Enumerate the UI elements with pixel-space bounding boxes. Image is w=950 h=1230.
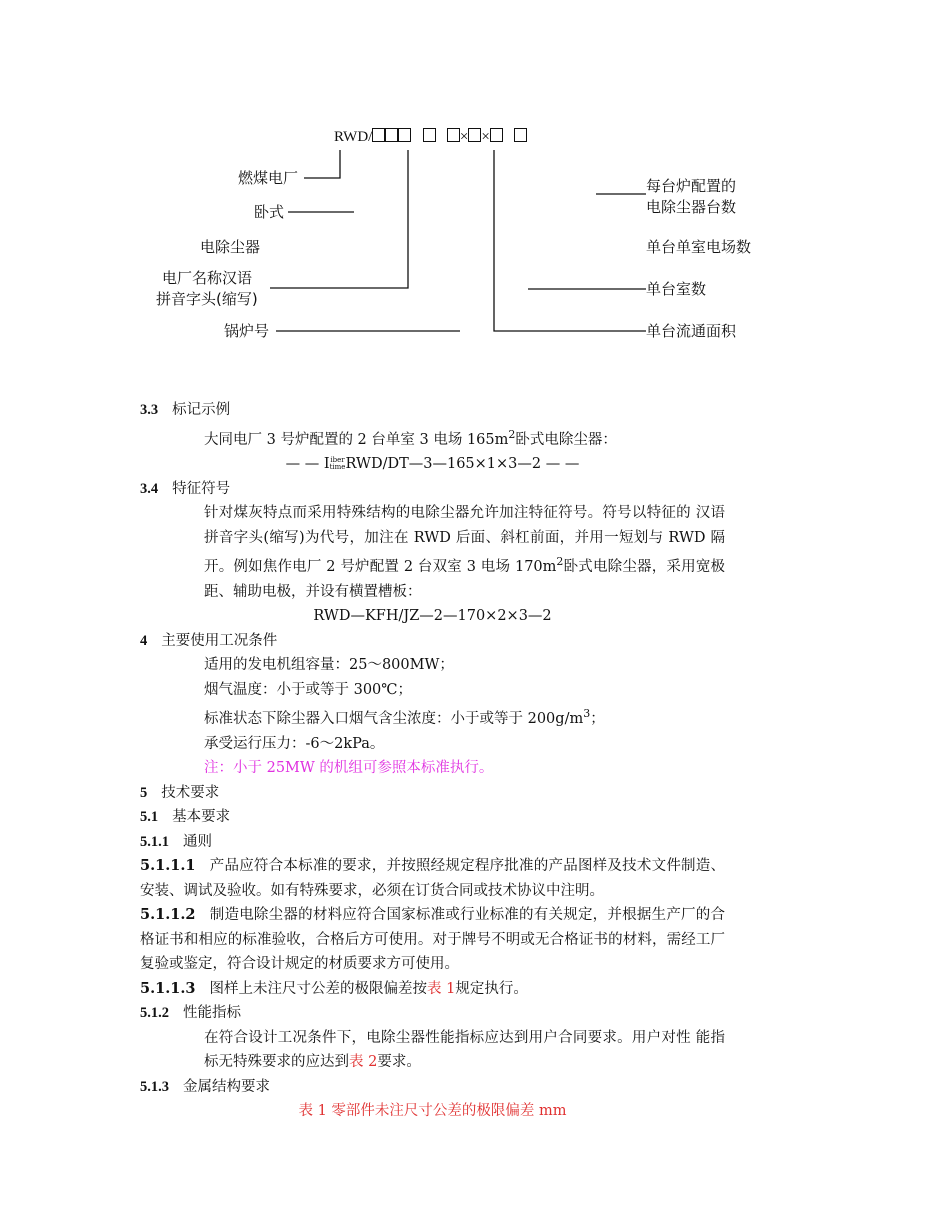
link-table-2[interactable]: 表 2 — [349, 1054, 378, 1070]
label-coal-plant: 燃煤电厂 — [238, 169, 299, 187]
marking-diagram — [0, 0, 950, 380]
marking-example-code: — — Iiber timeRWD/DT—3—165×1×3—2 — — — [285, 456, 580, 472]
label-fields-per-chamber: 单台单室电场数 — [646, 238, 752, 256]
condition-capacity: 适用的发电机组容量：25～800MW； — [204, 657, 454, 673]
label-units-per-boiler-2: 电除尘器台数 — [646, 198, 737, 216]
document-body — [140, 398, 725, 1124]
heading-5-1-2: 5.1.2 性能指标 — [140, 1005, 241, 1021]
condition-temperature: 烟气温度：小于或等于 300℃； — [204, 681, 413, 698]
heading-5-1: 5.1 基本要求 — [140, 809, 231, 825]
label-pinyin-abbr: 拼音字头(缩写) — [156, 290, 258, 308]
feature-symbol-paragraph: 针对煤灰特点而采用特殊结构的电除尘器允许加注特征符号。符号以特征的 汉语拼音字头(缩写)为代号，加注在 RWD 后面、斜杠前面，并用一短划与 RWD 隔开。例如焦作电厂 2 号炉配置 2 台双室 3 电场 $170m^2$卧式电除尘器，采用宽极 距、辅助电极，并设有横置槽板： — [204, 505, 726, 600]
link-table-1[interactable]: 表 1 — [427, 980, 456, 997]
label-flow-area: 单台流通面积 — [646, 322, 737, 340]
label-boiler-no: 锅炉号 — [224, 322, 270, 340]
heading-3-3: 3.3 标记示例 — [140, 402, 231, 418]
clause-5-1-1-1: 5.1.1.1 产品应符合本标准的要求，并按照经规定程序批准的产品图样及技术文件制造、安装、调试及验收。如有特殊要求，必须在订货合同或技术协议中注明。 — [140, 857, 725, 899]
heading-5-1-3: 5.1.3 金属结构要求 — [140, 1078, 270, 1095]
label-horizontal: 卧式 — [254, 203, 285, 221]
condition-pressure: 承受运行压力：-6～2kPa。 — [204, 735, 385, 752]
marking-leader-lines — [0, 0, 950, 380]
table-1-caption: 表 1 零部件未注尺寸公差的极限偏差 mm — [298, 1103, 567, 1119]
label-chambers: 单台室数 — [646, 280, 707, 298]
heading-4: 4 主要使用工况条件 — [140, 632, 278, 649]
feature-symbol-example: RWD—KFH/JZ—2—170×2×3—2 — [313, 608, 552, 624]
clause-5-1-1-2: 5.1.1.2 制造电除尘器的材料应符合国家标准或行业标准的有关规定，并根据生产厂的合格证书和相应的标准验收，合格后方可使用。对于牌号不明或无合格证书的材料，需经工厂复验或鉴定，符合设计规定的材质要求方可使用。 — [140, 906, 725, 972]
performance-paragraph: 在符合设计工况条件下，电除尘器性能指标应达到用户合同要求。用户对性 能指标无特殊要求的应达到表 2要求。 — [204, 1029, 725, 1070]
heading-5-1-1: 5.1.1 通则 — [140, 833, 212, 850]
clause-5-1-1-3: 5.1.1.3 图样上未注尺寸公差的极限偏差按表 1规定执行。 — [140, 979, 528, 997]
condition-dust-concentration: 标准状态下除尘器入口烟气含尘浓度：小于或等于 $200g/m^3$； — [204, 707, 605, 727]
heading-5: 5 技术要求 — [140, 784, 220, 801]
marking-example-text: 大同电厂 3 号炉配置的 2 台单室 3 电场 $165m^2$卧式电除尘器： — [204, 427, 617, 448]
marking-code: RWD/ × × — [334, 128, 527, 146]
label-units-per-boiler-1: 每台炉配置的 — [646, 177, 737, 195]
condition-note: 注：小于 25MW 的机组可参照本标准执行。 — [204, 760, 494, 776]
label-plant-name: 电厂名称汉语 — [162, 269, 253, 287]
heading-3-4: 3.4 特征符号 — [140, 480, 231, 497]
label-precipitator: 电除尘器 — [200, 238, 261, 256]
